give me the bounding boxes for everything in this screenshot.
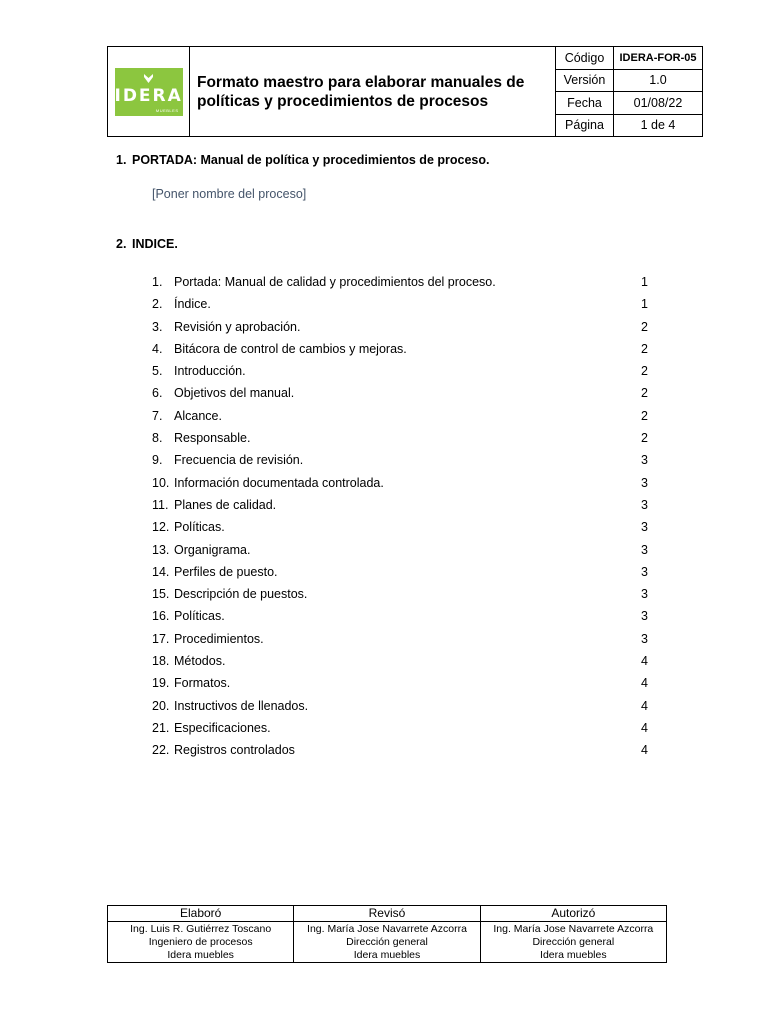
toc-item-title: Objetivos del manual.: [174, 386, 295, 401]
toc-item: [152, 498, 648, 520]
toc-item-number: 7.: [152, 408, 163, 423]
toc-item-title: Métodos.: [174, 654, 226, 669]
document-title: Formato maestro para elaborar manuales de políticas y procedimientos de procesos: [190, 47, 556, 137]
section-title: PORTADA: Manual de política y procedimientos de proceso.: [132, 153, 490, 167]
toc-item-title: Índice.: [174, 297, 211, 312]
toc-item-title: Bitácora de control de cambios y mejoras.: [174, 341, 407, 356]
toc-item-number: 4.: [152, 341, 163, 356]
signer-org: Idera muebles: [353, 948, 421, 961]
toc-item-title: Especificaciones.: [174, 720, 271, 735]
logo-subtext: MUEBLES: [155, 107, 179, 113]
toc-item-title: Procedimientos.: [174, 631, 264, 646]
toc-item-page: 4: [641, 654, 648, 669]
authorized-by-cell: [480, 922, 666, 963]
toc-item-page: 2: [641, 386, 648, 401]
toc-item-number: 10.: [152, 475, 170, 490]
toc-item-number: 19.: [152, 676, 170, 691]
toc-item-page: 1: [641, 297, 648, 312]
toc-item-title: Alcance.: [174, 408, 222, 423]
toc-item: [152, 743, 648, 765]
section-number: 2.: [116, 237, 127, 251]
toc-item: [152, 409, 648, 431]
toc-item-number: 12.: [152, 520, 170, 535]
toc-item-page: 4: [641, 676, 648, 691]
toc-item: [152, 676, 648, 698]
toc-item-page: 3: [641, 497, 648, 512]
version-label: Versión: [556, 69, 614, 92]
toc-item-title: Revisión y aprobación.: [174, 319, 301, 334]
toc-item-number: 18.: [152, 654, 170, 669]
section-number: 1.: [116, 153, 127, 167]
toc-item: [152, 476, 648, 498]
toc-item: [152, 453, 648, 475]
logo-text: IDERA: [114, 85, 183, 106]
toc-item-title: Descripción de puestos.: [174, 587, 308, 602]
toc-item-title: Portada: Manual de calidad y procedimientos del proceso.: [174, 275, 496, 289]
toc-item-page: 3: [641, 631, 648, 646]
toc-item-number: 16.: [152, 609, 170, 624]
page-label: Página: [556, 114, 614, 137]
reviewed-by-cell: [294, 922, 480, 963]
toc-item-number: 2.: [152, 297, 163, 312]
toc-item: [152, 275, 648, 297]
date-label: Fecha: [556, 92, 614, 115]
signer-name: Ing. María Jose Navarrete Azcorra: [493, 922, 654, 935]
toc-item-title: Formatos.: [174, 676, 231, 691]
toc-item-number: 1.: [152, 275, 163, 289]
toc-item: [152, 320, 648, 342]
toc-item-number: 11.: [152, 497, 169, 512]
signer-name: Ing. Luis R. Gutiérrez Toscano: [130, 922, 272, 935]
toc-item-page: 4: [641, 720, 648, 735]
toc-item: [152, 431, 648, 453]
toc-item: [152, 520, 648, 542]
toc-item: [152, 587, 648, 609]
section-heading-portada: [116, 153, 490, 167]
toc-item-page: 3: [641, 587, 648, 602]
signer-role: Dirección general: [532, 935, 615, 948]
toc-item-title: Perfiles de puesto.: [174, 564, 278, 579]
toc-item-title: Instructivos de llenados.: [174, 698, 309, 713]
signer-org: Idera muebles: [540, 948, 607, 961]
toc-item-page: 3: [641, 453, 648, 468]
code-label: Código: [556, 47, 614, 70]
toc-item: [152, 364, 648, 386]
toc-item: [152, 609, 648, 631]
toc-item: [152, 342, 648, 364]
toc-item-page: 4: [641, 743, 648, 758]
toc-item-title: Políticas.: [174, 520, 225, 535]
toc-item-page: 3: [641, 475, 648, 490]
toc-item-page: 1: [641, 275, 648, 289]
approval-table: [107, 905, 667, 963]
toc-item-number: 21.: [152, 720, 170, 735]
prepared-by-header: Elaboró: [108, 906, 294, 922]
toc-item: [152, 386, 648, 408]
toc-item: [152, 699, 648, 721]
toc-item-page: 4: [641, 698, 648, 713]
signer-name: Ing. María Jose Navarrete Azcorra: [307, 922, 467, 935]
idera-logo: [115, 68, 183, 116]
toc-item: [152, 565, 648, 587]
date-value: 01/08/22: [614, 92, 703, 115]
toc-item: [152, 297, 648, 319]
toc-item-page: 2: [641, 341, 648, 356]
toc-item-number: 14.: [152, 564, 170, 579]
toc-item-page: 3: [641, 564, 648, 579]
toc-item: [152, 543, 648, 565]
toc-item-page: 2: [641, 408, 648, 423]
toc-item-number: 6.: [152, 386, 163, 401]
section-heading-indice: [116, 237, 178, 251]
toc-item-title: Información documentada controlada.: [174, 475, 384, 490]
toc-item-number: 8.: [152, 431, 163, 446]
reviewed-by-header: Revisó: [294, 906, 480, 922]
toc-item-title: Introducción.: [174, 364, 246, 379]
section-title: INDICE.: [132, 237, 178, 251]
page-value: 1 de 4: [614, 114, 703, 137]
toc-item-title: Responsable.: [174, 431, 251, 446]
toc-item-page: 2: [641, 319, 648, 334]
toc-item-number: 15.: [152, 587, 170, 602]
toc-item-number: 3.: [152, 319, 163, 334]
toc-item-number: 9.: [152, 453, 163, 468]
logo-cell: [108, 47, 190, 137]
toc-item-page: 2: [641, 431, 648, 446]
document-header: [107, 46, 703, 137]
toc-item-number: 5.: [152, 364, 163, 379]
toc-item-title: Políticas.: [174, 609, 225, 624]
toc-item-title: Frecuencia de revisión.: [174, 453, 304, 468]
toc-item: [152, 632, 648, 654]
signer-role: Dirección general: [346, 935, 428, 948]
toc-item-page: 2: [641, 364, 648, 379]
toc-item-title: Registros controlados: [174, 743, 295, 758]
process-name-placeholder: [Poner nombre del proceso]: [152, 187, 307, 201]
toc-item-page: 3: [641, 609, 648, 624]
code-value: IDERA-FOR-05: [614, 47, 703, 70]
toc-item-number: 13.: [152, 542, 170, 557]
toc-item: [152, 654, 648, 676]
toc-item-number: 20.: [152, 698, 170, 713]
toc-item-number: 17.: [152, 631, 170, 646]
signer-role: Ingeniero de procesos: [148, 935, 253, 948]
toc-item-title: Planes de calidad.: [174, 497, 277, 512]
table-of-contents: [152, 275, 648, 766]
signer-org: Idera muebles: [167, 948, 234, 961]
toc-item-title: Organigrama.: [174, 542, 251, 557]
leaf-icon: [143, 73, 154, 84]
toc-item-page: 3: [641, 520, 648, 535]
prepared-by-cell: [108, 922, 294, 963]
toc-item-number: 22.: [152, 743, 170, 758]
version-value: 1.0: [614, 69, 703, 92]
toc-item: [152, 721, 648, 743]
authorized-by-header: Autorizó: [480, 906, 666, 922]
toc-item-page: 3: [641, 542, 648, 557]
